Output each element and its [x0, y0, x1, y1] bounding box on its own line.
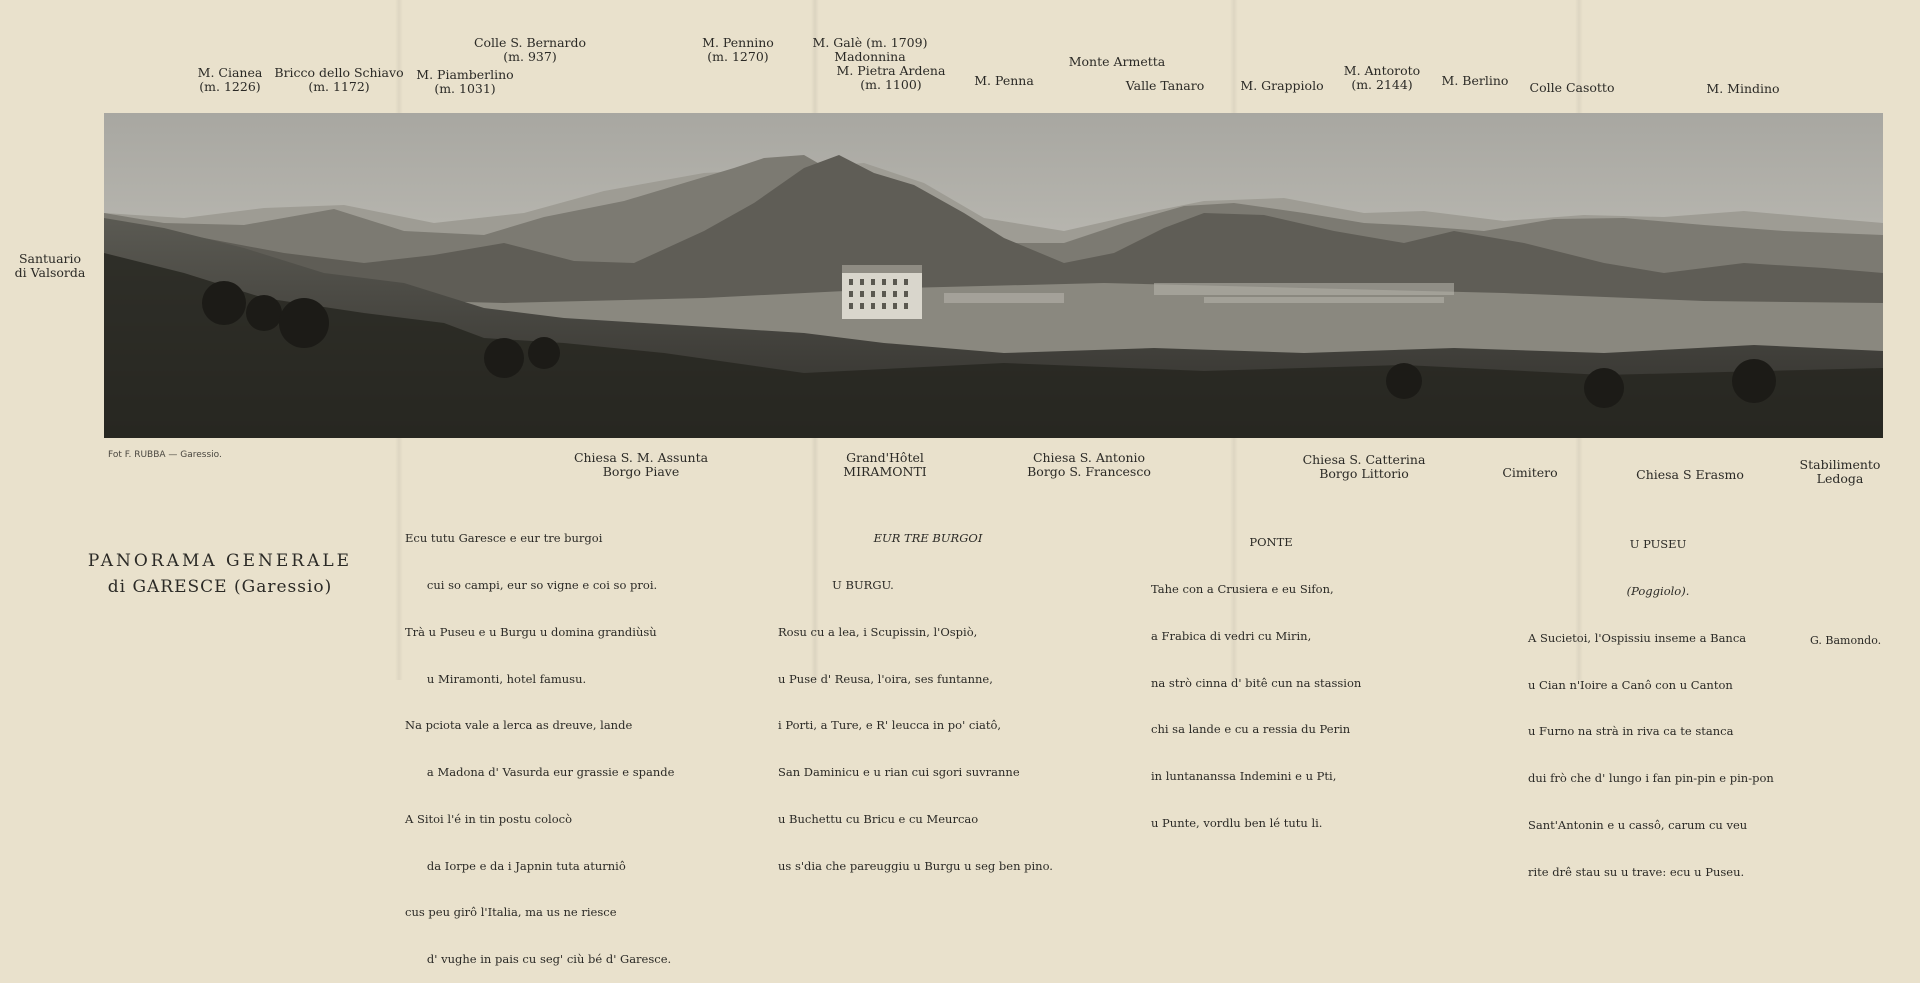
peak-label-colle-bernardo: Colle S. Bernardo (m. 937) — [473, 35, 587, 64]
author-signature: G. Bamondo. — [1810, 634, 1882, 647]
poem-puseu-line: Sant'Antonin e u cassô, carum cu veu — [1528, 817, 1748, 832]
poem-ponte-line: Tahe con a Crusiera e eu Sifon, — [1151, 581, 1334, 596]
poem-ponte-line: chi sa lande e cu a ressia du Perin — [1151, 722, 1351, 737]
poem-burgu-line: San Daminicu e u rian cui sgori suvranne — [778, 765, 1020, 780]
poem-burgu-line: us s'dia che pareuggiu u Burgu u seg ben pino. — [778, 858, 1053, 873]
poem-puseu-line: u Furno na strà in riva ca te stanca — [1528, 724, 1734, 739]
poem-ponte-heading: PONTE — [1249, 535, 1293, 550]
poem-intro — [405, 500, 674, 983]
landmark-label-catterina: Chiesa S. Catterina Borgo Littorio — [1302, 452, 1426, 481]
panorama-photograph — [104, 113, 1883, 438]
poem-intro-line: cui so campi, eur so vigne e coi so proi. — [405, 577, 658, 592]
poem-puseu-line: rite drê stau su u trave: ecu u Puseu. — [1528, 864, 1745, 879]
peak-label-mindino: M. Mindino — [1706, 81, 1780, 96]
poem-ponte-line: na strò cinna d' bitê cun na stassion — [1151, 675, 1362, 690]
peak-label-bricco-schiavo: Bricco dello Schiavo (m. 1172) — [274, 65, 404, 94]
poem-intro-line: A Sitoi l'é in tin postu colocò — [405, 811, 572, 826]
landmark-label-ledoga: Stabilimento Ledoga — [1799, 457, 1881, 486]
poem-intro-line: Ecu tutu Garesce e eur tre burgoi — [405, 531, 603, 546]
peak-label-pennino: M. Pennino (m. 1270) — [702, 35, 774, 64]
panorama-image — [104, 113, 1883, 438]
peak-label-antoroto: M. Antoroto (m. 2144) — [1343, 63, 1421, 92]
peak-label-berlino: M. Berlino — [1441, 73, 1509, 88]
poem-ponte-line: u Punte, vordlu ben lé tutu li. — [1151, 815, 1323, 830]
poem-burgu-line: u Puse d' Reusa, l'oira, ses funtanne, — [778, 671, 993, 686]
valley-label-tanaro: Valle Tanaro — [1125, 78, 1205, 93]
poem-puseu-heading: U PUSEU — [1629, 537, 1687, 552]
photo-credit: Fot F. RUBBA — Garessio. — [108, 450, 222, 460]
grand-hotel-miramonti-building — [842, 265, 922, 319]
poem-puseu-line: u Cian n'Ioire a Canô con u Canton — [1528, 677, 1733, 692]
poem-burgu-line: u Buchettu cu Bricu e cu Meurcao — [778, 811, 979, 826]
poem-puseu-line: A Sucietoi, l'Ospissiu inseme a Banca — [1528, 630, 1747, 645]
poem-ponte-line: in luntananssa Indemini e u Pti, — [1151, 769, 1337, 784]
poem-intro-line: Trà u Puseu e u Burgu u domina grandiùsù — [405, 624, 657, 639]
poem-intro-line: a Madona d' Vasurda eur grassie e spande — [405, 765, 675, 780]
pass-label-casotto: Colle Casotto — [1529, 80, 1615, 95]
poem-ponte-line: a Frabica di vedri cu Mirin, — [1151, 628, 1312, 643]
poem-burgu-subheading: U BURGU. — [832, 577, 894, 592]
peak-label-gale: M. Galè (m. 1709) Madonnina — [812, 35, 928, 64]
poem-intro-line: cus peu girô l'Italia, ma us ne riesce — [405, 905, 617, 920]
landmark-label-assunta: Chiesa S. M. Assunta Borgo Piave — [573, 450, 709, 479]
peak-label-piamberlino: M. Piamberlino (m. 1031) — [416, 67, 514, 96]
poem-intro-line: Na pciota vale a lerca as dreuve, lande — [405, 718, 633, 733]
landmark-label-antonio: Chiesa S. Antonio Borgo S. Francesco — [1027, 450, 1151, 479]
poem-burgu — [778, 500, 1078, 890]
poem-intro-line: da Iorpe e da i Japnin tuta aturniô — [405, 858, 626, 873]
peak-label-grappiolo: M. Grappiolo — [1240, 78, 1324, 93]
poem-ponte — [1151, 504, 1391, 847]
postcard-title: PANORAMA GENERALE di GARESCE (Garessio) — [87, 551, 353, 597]
poem-intro-line: d' vughe in pais cu seg' ciù bé d' Garesce. — [405, 952, 672, 967]
poem-puseu-line: dui frò che d' lungo i fan pin-pin e pin-pon — [1528, 771, 1774, 786]
poem-burgu-line: i Porti, a Ture, e R' leucca in po' ciatô, — [778, 718, 1002, 733]
side-label-valsorda: Santuario di Valsorda — [14, 251, 86, 280]
landmark-label-cimitero: Cimitero — [1502, 465, 1558, 480]
poem-burgu-heading: EUR TRE BURGOI — [873, 531, 983, 546]
peak-label-armetta: Monte Armetta — [1068, 54, 1166, 69]
poem-intro-line: u Miramonti, hotel famusu. — [405, 671, 587, 686]
poem-puseu — [1528, 506, 1788, 896]
peak-label-penna: M. Penna — [974, 73, 1034, 88]
poem-puseu-subheading: (Poggiolo). — [1626, 583, 1690, 598]
poem-burgu-line: Rosu cu a lea, i Scupissin, l'Ospiò, — [778, 624, 978, 639]
landmark-label-erasmo: Chiesa S Erasmo — [1636, 467, 1744, 482]
peak-label-pietra-ardena: M. Pietra Ardena (m. 1100) — [836, 63, 946, 92]
landmark-label-hotel-miramonti: Grand'Hôtel MIRAMONTI — [843, 450, 927, 479]
peak-label-cianea: M. Cianea (m. 1226) — [197, 65, 263, 94]
